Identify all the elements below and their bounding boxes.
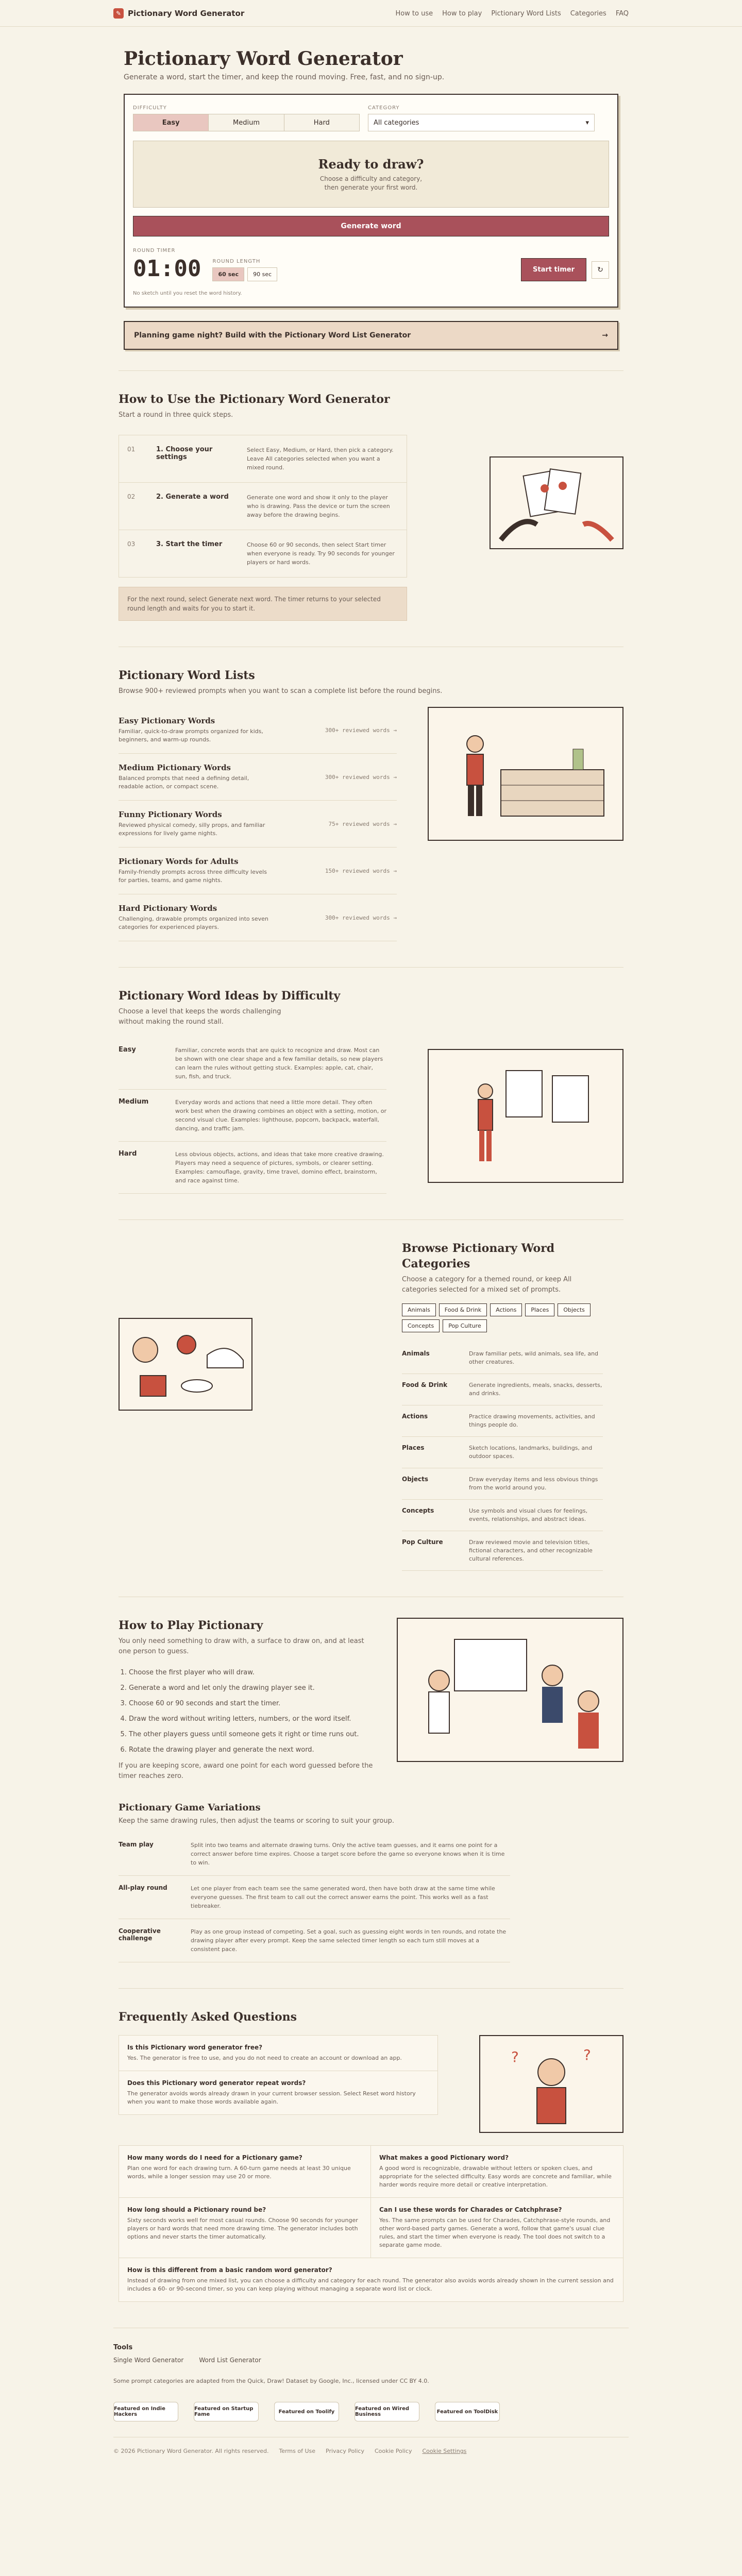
step-number: 01 — [127, 446, 136, 453]
badge-wired-business[interactable]: Featured on Wired Business — [355, 2402, 419, 2421]
generator-tool — [124, 94, 618, 308]
play-step: 1. Choose the first player who will draw. — [129, 1665, 376, 1681]
chip-objects[interactable]: Objects — [558, 1303, 591, 1316]
chip-concepts[interactable]: Concepts — [402, 1319, 440, 1332]
section-subtitle: Browse 900+ reviewed prompts when you want to scan a complete list before the round begins. — [119, 687, 443, 695]
nav-faq[interactable]: FAQ — [615, 9, 629, 18]
section-title: Frequently Asked Questions — [119, 2010, 297, 2024]
faq-question: What makes a good Pictionary word? — [379, 2154, 509, 2161]
difficulty-easy[interactable]: Easy — [133, 114, 209, 131]
footer — [113, 2328, 629, 2470]
category-row — [402, 1343, 603, 1374]
next-round-tip: For the next round, select Generate next word. The timer returns to your selected round length and waits for you to start it. — [119, 587, 407, 621]
nav-word-lists[interactable]: Pictionary Word Lists — [491, 9, 561, 18]
variation-name: All-play round — [119, 1884, 167, 1891]
chip-pop-culture[interactable]: Pop Culture — [443, 1319, 487, 1332]
faq-answer: Yes. The generator is free to use, and you do not need to create an account or download an app. — [127, 2055, 402, 2061]
category-name: Pop Culture — [402, 1538, 443, 1546]
difficulty-desc: Everyday words and actions that need a little more detail. They often work best when the drawing combines an object with a setting, motion, or second visual clue. Examples: lighthouse, popcorn, backpack, waterfall, dancing, and traffic jam. — [175, 1099, 386, 1132]
category-desc: Practice drawing movements, activities, and things people do. — [469, 1413, 595, 1428]
step-desc: Select Easy, Medium, or Hard, then pick a category. Leave All categories selected when you want a mixed round. — [247, 447, 394, 471]
variations-title: Pictionary Game Variations — [119, 1802, 261, 1813]
chip-places[interactable]: Places — [525, 1303, 554, 1316]
category-desc: Sketch locations, landmarks, buildings, and outdoor spaces. — [469, 1445, 593, 1460]
ready-text: Choose a difficulty and category, then generate your first word. — [319, 175, 423, 191]
svg-text:?: ? — [511, 2048, 519, 2065]
badge-indie-hackers[interactable]: Featured on Indie Hackers — [113, 2402, 178, 2421]
difficulty-name: Hard — [119, 1150, 137, 1158]
difficulty-hard[interactable]: Hard — [313, 118, 330, 127]
faq-item[interactable] — [371, 2198, 623, 2258]
footer-link-word-list[interactable]: Word List Generator — [199, 2357, 261, 2364]
category-name: Objects — [402, 1476, 429, 1483]
section-title: Pictionary Word Lists — [119, 669, 255, 682]
round-length-selector — [212, 267, 277, 281]
round-timer-label: ROUND TIMER — [133, 248, 176, 253]
faq-top — [119, 2035, 438, 2115]
footer-link-single-word[interactable]: Single Word Generator — [113, 2357, 184, 2364]
step-desc: Generate one word and show it only to the player who is drawing. Pass the device or turn the screen away before the drawing begins. — [247, 494, 390, 518]
category-name: Concepts — [402, 1507, 434, 1514]
badge-toolify[interactable]: Featured on Toolify — [274, 2402, 339, 2421]
section-subtitle: Choose a category for a themed round, or keep All categories selected for a mixed set of prompts. — [402, 1276, 572, 1294]
faq-item[interactable] — [119, 2258, 623, 2301]
players-illustration — [397, 1618, 623, 1762]
category-name: Places — [402, 1444, 425, 1451]
nav-categories[interactable]: Categories — [570, 9, 606, 18]
variation-row — [119, 1919, 510, 1962]
list-name: Funny Pictionary Words — [119, 810, 222, 819]
faq-question: How is this different from a basic random word generator? — [127, 2266, 332, 2274]
section-title: Browse Pictionary Word Categories — [402, 1242, 555, 1270]
svg-text:?: ? — [583, 2046, 591, 2063]
section-subtitle: Choose a level that keeps the words challenging without making the round stall. — [119, 1008, 281, 1026]
step-name: 2. Generate a word — [156, 493, 229, 501]
difficulty-name: Easy — [119, 1046, 136, 1054]
badge-startup-fame[interactable]: Featured on Startup Fame — [194, 2402, 259, 2421]
difficulty-name: Medium — [119, 1098, 149, 1106]
step-name: 3. Start the timer — [156, 540, 223, 548]
play-step: 6. Rotate the drawing player and generate the next word. — [129, 1742, 376, 1758]
play-step: 3. Choose 60 or 90 seconds and start the timer. — [129, 1696, 376, 1711]
step-item — [119, 435, 407, 483]
round-length-label: ROUND LENGTH — [212, 259, 261, 264]
how-to-play-section — [119, 1597, 623, 1988]
category-row — [402, 1437, 603, 1468]
variation-row — [119, 1833, 510, 1876]
category-name: Food & Drink — [402, 1381, 448, 1388]
list-item[interactable] — [119, 707, 397, 754]
list-item[interactable] — [119, 894, 397, 941]
section-subtitle: You only need something to draw with, a surface to draw on, and at least one person to guess. — [119, 1637, 364, 1655]
word-list-links — [119, 707, 397, 941]
variation-desc: Play as one group instead of competing. Set a goal, such as guessing eight words in ten rounds, and rotate the drawing player after every prompt. Keep the same selected timer length so each turn still moves at a consistent pace. — [191, 1928, 507, 1953]
artist-desk-illustration — [428, 707, 623, 841]
step-number: 03 — [127, 540, 136, 548]
link-cookie-policy[interactable]: Cookie Policy — [374, 2448, 412, 2454]
ready-title: Ready to draw? — [318, 156, 424, 172]
faq-question: Can I use these words for Charades or Catchphrase? — [379, 2206, 562, 2213]
play-steps — [119, 1665, 376, 1758]
variations-table — [119, 1833, 510, 1962]
faq-question: How many words do I need for a Pictionary game? — [127, 2154, 302, 2161]
category-row — [402, 1374, 603, 1405]
category-desc: Generate ingredients, meals, snacks, desserts, and drinks. — [469, 1382, 602, 1397]
main-nav — [395, 10, 629, 18]
variation-name: Cooperative challenge — [119, 1927, 161, 1942]
category-chips — [402, 1303, 618, 1332]
objects-illustration — [119, 1318, 252, 1411]
steps-list — [119, 435, 407, 578]
page-title: Pictionary Word Generator — [124, 48, 403, 70]
faq-question: How long should a Pictionary round be? — [127, 2206, 266, 2213]
category-label: CATEGORY — [368, 105, 400, 111]
length-90[interactable]: 90 sec — [247, 267, 277, 281]
difficulty-desc: Less obvious objects, actions, and ideas that take more creative drawing. Players may need a sequence of pictures, symbols, or clearer setting. Examples: camouflage, gravity, time travel, domino effect, brainstorm, and race against time. — [175, 1151, 384, 1184]
list-desc: Balanced prompts that need a defining detail, readable action, or compact scene. — [119, 775, 249, 790]
faq-answer: A good word is recognizable, drawable without letters or spoken clues, and appropriate for the selected difficulty. Easy words are concrete and familiar, while harder words require more detail or creative interpretation. — [379, 2165, 612, 2188]
list-item[interactable] — [119, 754, 397, 801]
drawing-cards-illustration — [490, 456, 623, 549]
how-to-use-section — [119, 370, 623, 647]
list-count: 300+ reviewed words → — [325, 773, 397, 781]
link-privacy[interactable]: Privacy Policy — [326, 2448, 364, 2454]
list-name: Easy Pictionary Words — [119, 716, 215, 725]
list-item[interactable] — [119, 801, 397, 848]
category-row — [402, 1468, 603, 1500]
list-desc: Challenging, drawable prompts organized into seven categories for experienced players. — [119, 916, 268, 930]
category-row — [402, 1500, 603, 1531]
page-subtitle: Generate a word, start the timer, and keep the round moving. Free, fast, and no sign-up. — [124, 73, 445, 81]
faq-item[interactable] — [119, 2198, 371, 2258]
category-desc: Draw everyday items and less obvious things from the world around you. — [469, 1476, 598, 1491]
category-row — [402, 1405, 603, 1437]
faq-grid — [119, 2145, 623, 2302]
step-item — [119, 530, 407, 577]
step-item — [119, 483, 407, 530]
generate-word-button[interactable]: Generate word — [133, 216, 609, 236]
category-value: All categories — [374, 118, 419, 127]
easel-illustration — [428, 1049, 623, 1183]
variations-subtitle: Keep the same drawing rules, then adjust the teams or scoring to suit your group. — [119, 1817, 394, 1825]
faq-question: Is this Pictionary word generator free? — [127, 2044, 263, 2051]
hero — [124, 27, 618, 350]
footer-tools-title: Tools — [113, 2344, 133, 2351]
faq-answer: Yes. The same prompts can be used for Charades, Catchphrase-style rounds, and other word-based party games. Generate a word, follow that game's usual clue rules, and start the timer when everyone is ready. The tool does not switch to a separate game mode. — [379, 2217, 611, 2248]
list-name: Pictionary Words for Adults — [119, 857, 239, 866]
difficulty-desc: Familiar, concrete words that are quick to recognize and draw. Most can be shown with one clear shape and a few familiar details, so new players can learn the rules without getting stuck. Examples: apple, cat, chair, sun, fish, and truck. — [175, 1047, 383, 1080]
play-step: 5. The other players guess until someone gets it right or time runs out. — [129, 1727, 376, 1742]
scoring-note: If you are keeping score, award one point for each word guessed before the timer reaches zero. — [119, 1762, 373, 1780]
category-name: Animals — [402, 1350, 430, 1357]
faq-section — [119, 1988, 623, 2328]
top-bar — [0, 0, 742, 27]
start-timer-button[interactable]: Start timer — [521, 258, 586, 281]
list-count: 150+ reviewed words → — [325, 867, 397, 874]
faq-answer: Plan one word for each drawing turn. A 60-turn game needs at least 30 unique words, while a longer session may use 20 or more. — [127, 2165, 351, 2180]
badge-tooldisk[interactable]: Featured on ToolDisk — [435, 2402, 500, 2421]
brand[interactable] — [113, 8, 244, 19]
chip-animals[interactable]: Animals — [402, 1303, 436, 1316]
category-desc: Draw familiar pets, wild animals, sea life, and other creatures. — [469, 1350, 599, 1365]
word-lists-section — [119, 647, 623, 967]
faq-item[interactable] — [119, 2071, 437, 2114]
step-number: 02 — [127, 493, 136, 500]
faq-answer: Instead of drawing from one mixed list, you can choose a difficulty and category for each round. The generator also avoids words already shown in the current session and includes a 60- or 90-second timer, so you can keep playing without managing a separate word list or clock. — [127, 2277, 614, 2292]
banner-text: Planning game night? Build with the Pictionary Word List Generator — [134, 331, 411, 340]
variation-name: Team play — [119, 1841, 154, 1848]
list-count: 75+ reviewed words → — [328, 820, 397, 827]
play-step: 4. Draw the word without writing letters, numbers, or the word itself. — [129, 1711, 376, 1727]
list-item[interactable] — [119, 848, 397, 894]
categories-section — [119, 1219, 623, 1597]
faq-answer: The generator avoids words already drawn in your current browser session. Select Reset word history when you want to make those words available again. — [127, 2090, 416, 2105]
nav-how-to-play[interactable]: How to play — [442, 9, 482, 18]
faq-item[interactable] — [371, 2146, 623, 2198]
link-cookie-settings[interactable]: Cookie Settings — [422, 2448, 467, 2454]
timer-display: 01:00 — [133, 256, 201, 282]
chevron-down-icon: ▾ — [585, 118, 589, 127]
thinking-illustration — [479, 2035, 623, 2133]
section-subtitle: Start a round in three quick steps. — [119, 411, 233, 419]
list-count: 300+ reviewed words → — [325, 914, 397, 921]
section-title: How to Play Pictionary — [119, 1619, 263, 1632]
difficulty-label: DIFFICULTY — [133, 105, 167, 111]
variation-row — [119, 1876, 510, 1919]
list-count: 300+ reviewed words → — [325, 726, 397, 734]
tool-note: No sketch until you reset the word history. — [133, 291, 242, 296]
difficulty-selector — [133, 114, 360, 131]
section-title: How to Use the Pictionary Word Generator — [119, 393, 390, 406]
faq-answer: Sixty seconds works well for most casual rounds. Choose 90 seconds for younger players or hard words that need more drawing time. The generator includes both options and never starts the timer automatically. — [127, 2217, 358, 2240]
link-terms[interactable]: Terms of Use — [279, 2448, 316, 2454]
variation-desc: Let one player from each team see the same generated word, then have both draw at the same time while everyone guesses. The first team to call out the correct answer earns the point. This works well as a fast tiebreaker. — [191, 1885, 495, 1909]
length-60[interactable]: 60 sec — [212, 267, 244, 281]
list-desc: Reviewed physical comedy, silly props, and familiar expressions for lively game nights. — [119, 822, 265, 837]
category-row — [402, 1531, 603, 1571]
step-name: 1. Choose your settings — [156, 446, 213, 461]
faq-question: Does this Pictionary word generator repeat words? — [127, 2079, 306, 2087]
section-title: Pictionary Word Ideas by Difficulty — [119, 989, 341, 1003]
list-name: Hard Pictionary Words — [119, 904, 217, 913]
step-desc: Choose 60 or 90 seconds, then select Start timer when everyone is ready. Try 90 seconds for younger players or hard words. — [247, 541, 395, 566]
category-desc: Draw reviewed movie and television titles, fictional characters, and other recognizable cultural references. — [469, 1539, 593, 1562]
list-desc: Familiar, quick-to-draw prompts organized for kids, beginners, and warm-up rounds. — [119, 728, 263, 743]
category-select[interactable] — [368, 114, 595, 131]
difficulty-row — [119, 1142, 386, 1194]
difficulty-section — [119, 967, 623, 1219]
brand-name: Pictionary Word Generator — [128, 9, 245, 18]
nav-how-to-use[interactable]: How to use — [395, 9, 433, 18]
category-desc: Use symbols and visual clues for feelings, events, relationships, and abstract ideas. — [469, 1507, 588, 1522]
faq-item[interactable] — [119, 2036, 437, 2071]
category-name: Actions — [402, 1413, 428, 1420]
list-name: Medium Pictionary Words — [119, 763, 231, 772]
difficulty-row — [119, 1090, 386, 1142]
source-note: Some prompt categories are adapted from the Quick, Draw! Dataset by Google, Inc., licensed under CC BY 4.0. — [113, 2378, 429, 2384]
faq-item[interactable] — [119, 2146, 371, 2198]
variation-desc: Split into two teams and alternate drawing turns. Only the active team guesses, and it earns one point for a correct answer before time expires. Choose a target score before the game so everyone knows when it is time to win. — [191, 1842, 505, 1866]
reset-icon[interactable]: ↻ — [592, 261, 609, 279]
difficulty-table — [119, 1038, 386, 1194]
word-list-banner[interactable] — [124, 321, 618, 350]
logo-icon: ✎ — [113, 8, 124, 19]
chip-food-drink[interactable]: Food & Drink — [439, 1303, 487, 1316]
play-step: 2. Generate a word and let only the drawing player see it. — [129, 1681, 376, 1696]
arrow-right-icon: → — [602, 331, 608, 340]
copyright: © 2026 Pictionary Word Generator. All rights reserved. — [113, 2448, 269, 2454]
word-display — [133, 141, 609, 208]
list-desc: Family-friendly prompts across three difficulty levels for parties, teams, and game nights. — [119, 869, 267, 884]
difficulty-row — [119, 1038, 386, 1090]
badges — [113, 2402, 629, 2421]
chip-actions[interactable]: Actions — [490, 1303, 522, 1316]
category-table — [402, 1343, 603, 1571]
difficulty-medium[interactable]: Medium — [209, 114, 284, 131]
